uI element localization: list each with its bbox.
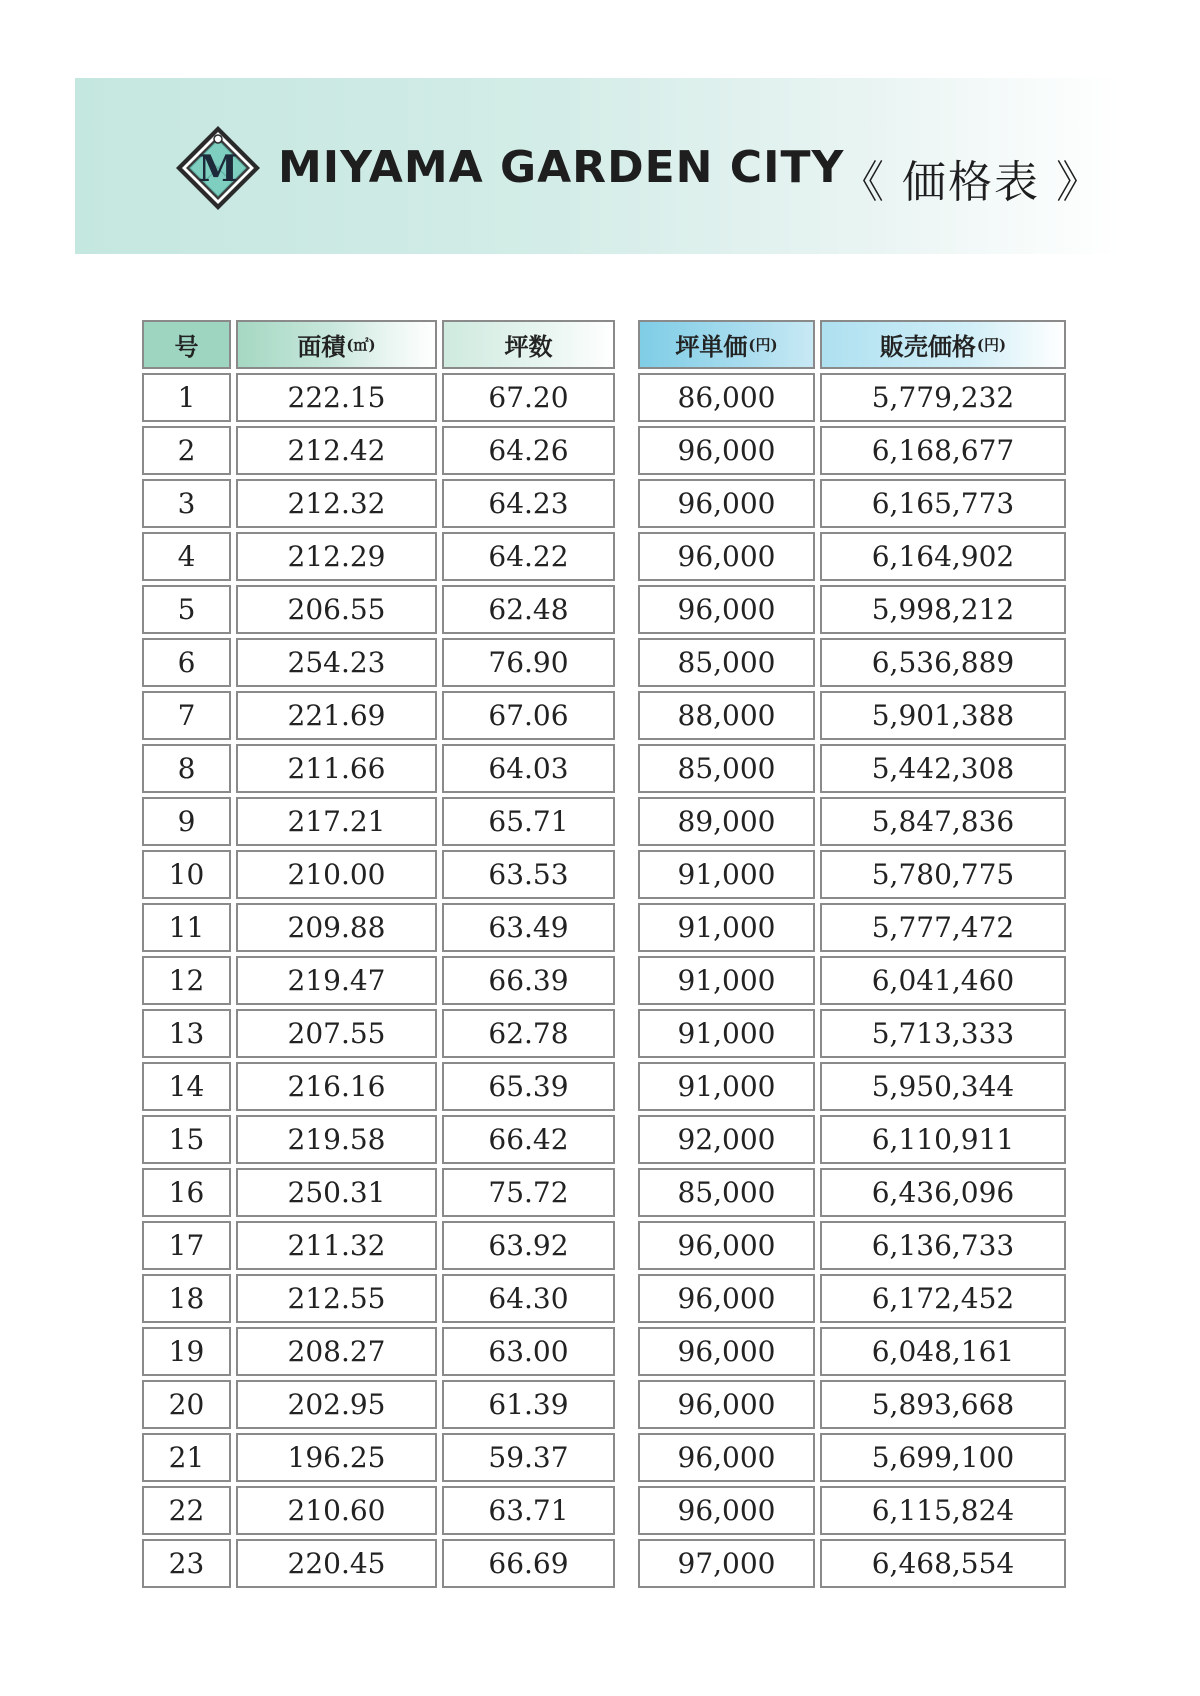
cell-tsubo: 63.00 [442,1327,615,1376]
cell-unit-price: 96,000 [638,1274,815,1323]
cell-unit-price: 85,000 [638,638,815,687]
cell-lot-number: 4 [142,532,231,581]
cell-sale-price: 6,165,773 [820,479,1066,528]
cell-unit-price: 96,000 [638,585,815,634]
cell-lot-number: 22 [142,1486,231,1535]
price-table-left [142,320,615,1588]
cell-lot-number: 12 [142,956,231,1005]
cell-tsubo: 66.39 [442,956,615,1005]
cell-sale-price: 6,168,677 [820,426,1066,475]
cell-lot-number: 20 [142,1380,231,1429]
cell-lot-number: 7 [142,691,231,740]
cell-sale-price: 5,901,388 [820,691,1066,740]
cell-sale-price: 6,041,460 [820,956,1066,1005]
cell-sale-price: 6,436,096 [820,1168,1066,1217]
cell-area: 212.42 [236,426,437,475]
cell-area: 212.55 [236,1274,437,1323]
cell-area: 210.60 [236,1486,437,1535]
cell-area: 212.32 [236,479,437,528]
cell-area: 212.29 [236,532,437,581]
cell-tsubo: 63.71 [442,1486,615,1535]
cell-tsubo: 75.72 [442,1168,615,1217]
cell-lot-number: 13 [142,1009,231,1058]
cell-tsubo: 63.92 [442,1221,615,1270]
cell-lot-number: 14 [142,1062,231,1111]
cell-area: 250.31 [236,1168,437,1217]
cell-lot-number: 11 [142,903,231,952]
cell-sale-price: 6,110,911 [820,1115,1066,1164]
cell-tsubo: 59.37 [442,1433,615,1482]
cell-area: 208.27 [236,1327,437,1376]
cell-lot-number: 17 [142,1221,231,1270]
cell-unit-price: 96,000 [638,426,815,475]
cell-tsubo: 64.26 [442,426,615,475]
cell-tsubo: 66.69 [442,1539,615,1588]
cell-lot-number: 9 [142,797,231,846]
cell-unit-price: 89,000 [638,797,815,846]
cell-area: 254.23 [236,638,437,687]
cell-lot-number: 21 [142,1433,231,1482]
cell-sale-price: 6,468,554 [820,1539,1066,1588]
cell-area: 202.95 [236,1380,437,1429]
cell-lot-number: 8 [142,744,231,793]
cell-unit-price: 97,000 [638,1539,815,1588]
cell-unit-price: 96,000 [638,1221,815,1270]
cell-area: 222.15 [236,373,437,422]
cell-tsubo: 62.78 [442,1009,615,1058]
cell-area: 211.32 [236,1221,437,1270]
cell-sale-price: 5,847,836 [820,797,1066,846]
cell-unit-price: 85,000 [638,744,815,793]
cell-lot-number: 5 [142,585,231,634]
cell-area: 217.21 [236,797,437,846]
cell-lot-number: 3 [142,479,231,528]
cell-sale-price: 5,777,472 [820,903,1066,952]
cell-tsubo: 64.30 [442,1274,615,1323]
cell-tsubo: 61.39 [442,1380,615,1429]
cell-unit-price: 96,000 [638,532,815,581]
cell-unit-price: 91,000 [638,1062,815,1111]
cell-tsubo: 62.48 [442,585,615,634]
cell-area: 206.55 [236,585,437,634]
price-table-right [638,320,1066,1588]
cell-lot-number: 15 [142,1115,231,1164]
cell-sale-price: 6,536,889 [820,638,1066,687]
miyama-logo [175,125,261,211]
cell-unit-price: 85,000 [638,1168,815,1217]
cell-tsubo: 65.39 [442,1062,615,1111]
cell-sale-price: 5,780,775 [820,850,1066,899]
cell-sale-price: 5,442,308 [820,744,1066,793]
cell-area: 221.69 [236,691,437,740]
cell-area: 211.66 [236,744,437,793]
logo-letter: M [198,148,238,190]
cell-tsubo: 76.90 [442,638,615,687]
cell-unit-price: 96,000 [638,1486,815,1535]
cell-tsubo: 63.53 [442,850,615,899]
page-title: 《 価格表 》 [840,157,1102,208]
cell-area: 219.47 [236,956,437,1005]
cell-sale-price: 6,136,733 [820,1221,1066,1270]
column-header-unit-price: 坪単価 (円) [638,320,815,369]
cell-unit-price: 86,000 [638,373,815,422]
cell-sale-price: 6,115,824 [820,1486,1066,1535]
cell-tsubo: 63.49 [442,903,615,952]
column-header-sale-price: 販売価格 (円) [820,320,1066,369]
cell-lot-number: 19 [142,1327,231,1376]
cell-lot-number: 16 [142,1168,231,1217]
cell-area: 216.16 [236,1062,437,1111]
cell-area: 196.25 [236,1433,437,1482]
cell-sale-price: 5,713,333 [820,1009,1066,1058]
cell-sale-price: 6,048,161 [820,1327,1066,1376]
cell-unit-price: 96,000 [638,1433,815,1482]
cell-unit-price: 96,000 [638,479,815,528]
cell-area: 209.88 [236,903,437,952]
cell-lot-number: 18 [142,1274,231,1323]
cell-lot-number: 6 [142,638,231,687]
cell-unit-price: 96,000 [638,1380,815,1429]
cell-unit-price: 91,000 [638,956,815,1005]
cell-area: 210.00 [236,850,437,899]
cell-lot-number: 10 [142,850,231,899]
cell-lot-number: 23 [142,1539,231,1588]
cell-area: 207.55 [236,1009,437,1058]
cell-lot-number: 2 [142,426,231,475]
column-header-area: 面積 (㎡) [236,320,437,369]
cell-area: 219.58 [236,1115,437,1164]
cell-area: 220.45 [236,1539,437,1588]
cell-tsubo: 67.06 [442,691,615,740]
cell-unit-price: 91,000 [638,850,815,899]
cell-tsubo: 64.22 [442,532,615,581]
column-header-tsubo: 坪数 [442,320,615,369]
cell-unit-price: 96,000 [638,1327,815,1376]
cell-sale-price: 5,998,212 [820,585,1066,634]
cell-sale-price: 5,699,100 [820,1433,1066,1482]
cell-tsubo: 67.20 [442,373,615,422]
cell-unit-price: 92,000 [638,1115,815,1164]
cell-tsubo: 66.42 [442,1115,615,1164]
cell-tsubo: 64.03 [442,744,615,793]
cell-sale-price: 5,779,232 [820,373,1066,422]
cell-sale-price: 6,172,452 [820,1274,1066,1323]
cell-tsubo: 64.23 [442,479,615,528]
cell-sale-price: 6,164,902 [820,532,1066,581]
cell-sale-price: 5,950,344 [820,1062,1066,1111]
column-header-lot: 号 [142,320,231,369]
cell-unit-price: 88,000 [638,691,815,740]
cell-unit-price: 91,000 [638,1009,815,1058]
cell-tsubo: 65.71 [442,797,615,846]
cell-sale-price: 5,893,668 [820,1380,1066,1429]
brand-name: MIYAMA GARDEN CITY [278,142,845,193]
cell-lot-number: 1 [142,373,231,422]
cell-unit-price: 91,000 [638,903,815,952]
